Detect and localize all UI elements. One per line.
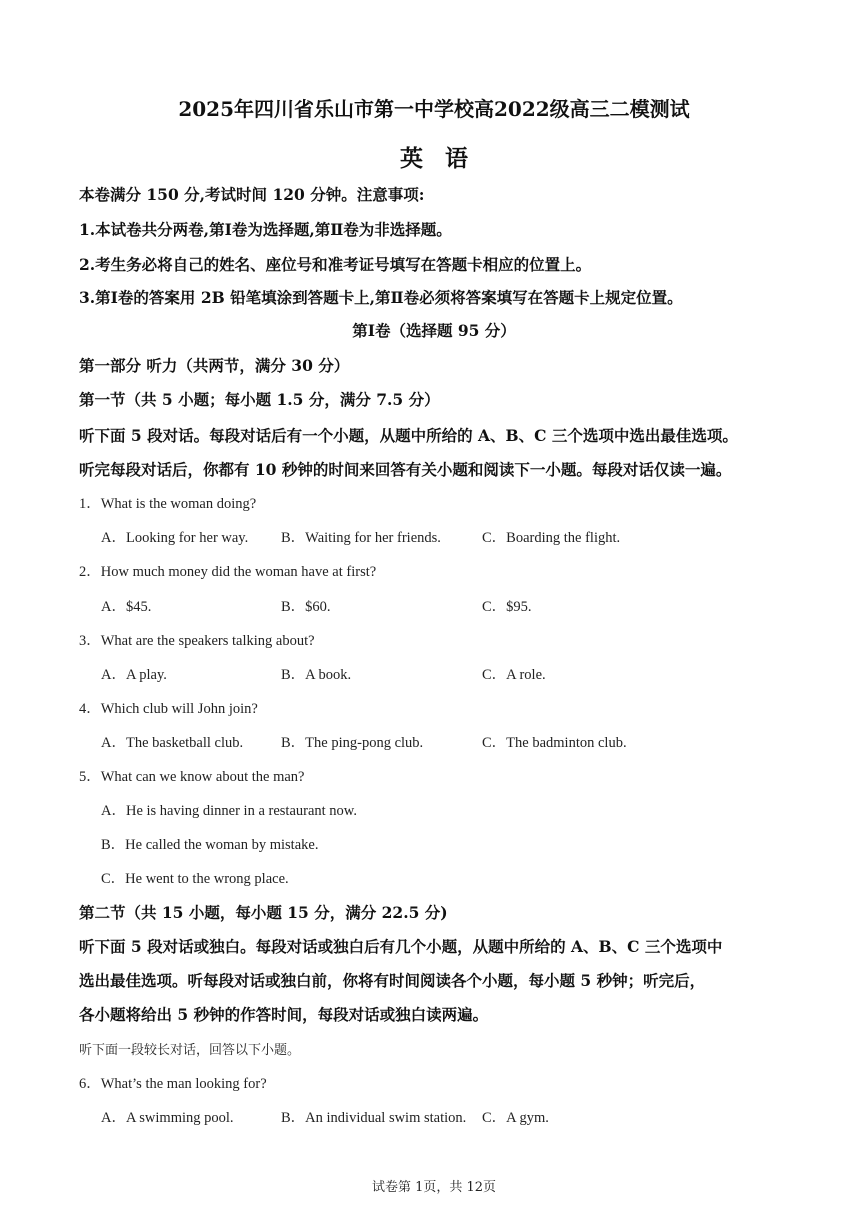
- instructions-intro: 本卷满分 150 分,考试时间 120 分钟。注意事项:: [79, 185, 425, 204]
- option-a: A．$45.: [101, 599, 152, 615]
- section2-directions: 选出最佳选项。听每段对话或独白前，你将有时间阅读各个小题，每小题 5 秒钟；听完后，: [79, 971, 706, 990]
- instruction-item: 1.本试卷共分两卷,第Ⅰ卷为选择题,第Ⅱ卷为非选择题。: [79, 220, 452, 239]
- option-b: B．He called the woman by mistake.: [101, 837, 319, 853]
- option-c: C．He went to the wrong place.: [101, 871, 289, 887]
- question-stem: 1．What is the woman doing?: [79, 496, 257, 512]
- instruction-item: 2.考生务必将自己的姓名、座位号和准考证号填写在答题卡相应的位置上。: [79, 255, 592, 274]
- option-b: B．The ping-pong club.: [281, 735, 424, 751]
- option-b: B．An individual swim station.: [281, 1110, 467, 1126]
- option-c: C．The badminton club.: [482, 735, 627, 751]
- option-b: B．$60.: [281, 599, 331, 615]
- page-footer: 试卷第 1页，共 12页: [371, 1180, 497, 1195]
- option-c: C．A gym.: [482, 1110, 549, 1126]
- instruction-item: 3.第Ⅰ卷的答案用 2B 铅笔填涂到答题卡上,第Ⅱ卷必须将答案填写在答题卡上规定位置。: [79, 288, 683, 307]
- section2-directions: 各小题将给出 5 秒钟的作答时间，每段对话或独白读两遍。: [79, 1005, 489, 1024]
- option-c: C．Boarding the flight.: [482, 530, 621, 546]
- option-a: A．Looking for her way.: [101, 530, 249, 546]
- section1-directions: 听下面 5 段对话。每段对话后有一个小题，从题中所给的 A、B、C 三个选项中选出最佳选项。: [79, 426, 738, 445]
- volume-heading: 第Ⅰ卷（选择题 95 分）: [352, 321, 516, 340]
- question-stem: 2．How much money did the woman have at first?: [79, 564, 377, 580]
- exam-title: 2025年四川省乐山市第一中学校高2022级高三二模测试: [178, 97, 690, 121]
- question-stem: 6．What’s the man looking for?: [79, 1076, 267, 1092]
- section2-note: 听下面一段较长对话，回答以下小题。: [79, 1043, 301, 1058]
- subject-title: 英语: [400, 145, 490, 172]
- question-stem: 5．What can we know about the man?: [79, 769, 305, 785]
- option-c: C．A role.: [482, 667, 546, 683]
- question-stem: 4．Which club will John join?: [79, 701, 258, 717]
- option-c: C．$95.: [482, 599, 532, 615]
- section2-heading: 第二节（共 15 小题，每小题 15 分，满分 22.5 分): [79, 903, 448, 922]
- option-b: B．A book.: [281, 667, 352, 683]
- option-a: A．The basketball club.: [101, 735, 244, 751]
- part1-heading: 第一部分 听力（共两节，满分 30 分）: [79, 356, 350, 375]
- question-stem: 3．What are the speakers talking about?: [79, 633, 315, 649]
- option-a: A．He is having dinner in a restaurant now.: [101, 803, 357, 819]
- option-a: A．A swimming pool.: [101, 1110, 234, 1126]
- section1-heading: 第一节（共 5 小题；每小题 1.5 分，满分 7.5 分）: [79, 390, 440, 409]
- option-b: B．Waiting for her friends.: [281, 530, 441, 546]
- section2-directions: 听下面 5 段对话或独白。每段对话或独白后有几个小题，从题中所给的 A、B、C 三个选项中: [79, 937, 723, 956]
- option-a: A．A play.: [101, 667, 167, 683]
- section1-directions: 听完每段对话后，你都有 10 秒钟的时间来回答有关小题和阅读下一小题。每段对话仅读一遍。: [79, 460, 732, 479]
